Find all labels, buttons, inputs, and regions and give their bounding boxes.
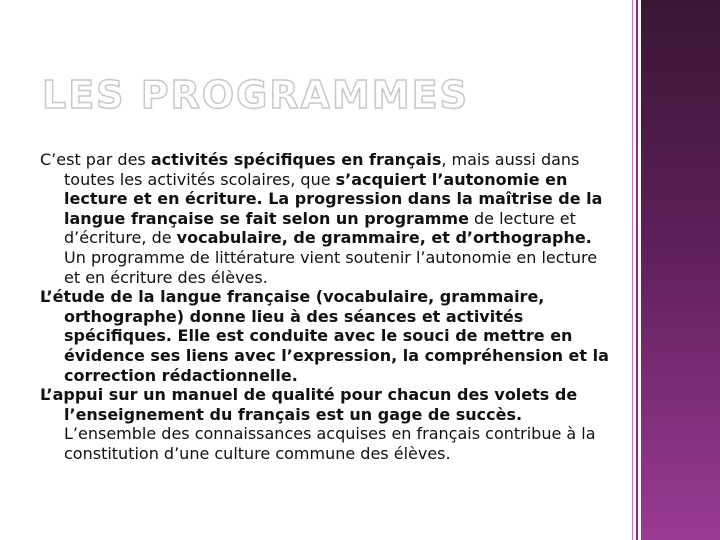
text-run: , mais aussi dans toutes les activités scolaires, que: [64, 150, 580, 189]
text-run-bold: s’acquiert l’autonomie en lecture et en écriture. La progression dans la maîtrise de la langue française se fait selon un programme: [64, 169, 603, 228]
text-run: Un programme de littérature vient soutenir l’autonomie en lecture et en écriture des élèves.: [64, 247, 598, 287]
paragraph-1: [40, 150, 610, 287]
text-run-bold: L’étude de la langue française (vocabulaire, grammaire, orthographe) donne lieu à des séances et activités spécifiques. Elle est conduite avec le souci de mettre en évidence ses liens avec l’expression, la compréhension et la correction rédactionnelle.: [40, 287, 609, 385]
text-run: C’est par des: [40, 150, 151, 169]
slide-title: LES PROGRAMMES: [42, 73, 469, 117]
text-run-bold: L’appui sur un manuel de qualité pour chacun des volets de l’enseignement du français est un gage de succès.: [40, 385, 578, 424]
slide-body: [40, 150, 610, 464]
text-run-bold: vocabulaire, de grammaire, et d’orthographe.: [176, 228, 592, 248]
decorative-line: [636, 0, 638, 540]
text-run: de lecture et d’écriture, de: [64, 208, 576, 248]
paragraph-2: [40, 287, 610, 385]
decorative-line: [632, 0, 633, 540]
text-run: L’ensemble des connaissances acquises en français contribue à la constitution d’une culture commune des élèves.: [64, 424, 596, 463]
paragraph-3: [40, 385, 610, 463]
decorative-side-panel: [641, 0, 720, 540]
text-run-bold: activités spécifiques en français: [150, 150, 442, 169]
